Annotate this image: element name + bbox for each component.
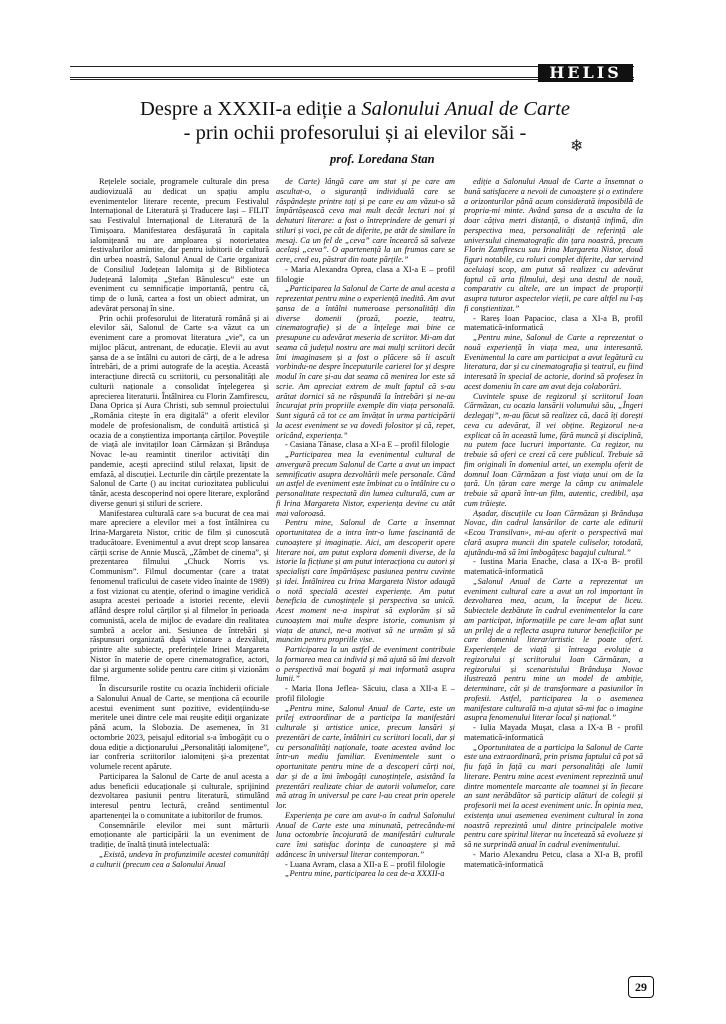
paragraph: Prin ochii profesorului de literatură română și ai elevilor săi, Salonul de Carte s-a văzut ca un eveniment care a promovat literatura „vie”, ca un mijloc plăcut, antrenant, de educație. Elevii au avut șansa de a se întâlni cu autori de cărți, de a le adresa întrebări, de a primi autografe de la aceștia. Această interacțiune directă cu scriitorii, cu personalități ale culturii naționale a consolidat înțelegerea și aprecierea literaturii. Întâlnirea cu Florin Zamfirescu, Dana Oprica și Aura Christi, sub semnul proiectului „România citește în era digitală” a oferit elevilor modele de profesionalism, de conduită artistică și ocazia de a conștientiza importanța cărților. Poveștile de viață ale invitaților Ioan Cărmăzan și Brândușa Novac le-au reamintit tinerilor activități din pandemie, acești apreciind stilul relaxat, lipsit de emfază, al discuției. Lecturile din cărțile prezentate la Salonul de Carte () au incitat curiozitatea publicului tânăr, acesta descoperind noi opere literare, explorând diverse genuri și stiluri de scriere. bbox=[90, 313, 269, 508]
paragraph: Participarea la Salonul de Carte de anul acesta a adus beneficii educaționale și culturale, sprijinind dezvoltarea pasiunii pentru literatură, stimulând interesul pentru lectură, creând sentimentul apartenenței la o comunitate a iubitorilor de frumos. bbox=[90, 771, 269, 820]
paragraph: de Carte) lângă care am stat și pe care am ascultat-o, o siguranță individuală care se răspândește printre toți și pe care eu am văzut-o să împărtășească ceva mai mult decât lecturi noi și dehuturi literare: a fost o întreprindere de genuri și stiluri și voci, pe cât de diferite, pe atât de similare în mesaj. Ca un fel de „ceva” care încearcă să salveze același „ceva”. O apartenență la un frumos care se cere, cred eu, păstrat din toate părțile.” bbox=[276, 177, 455, 264]
paragraph: „Oportunitatea de a participa la Salonul de Carte este una extraordinară, prin prisma faptului că pot să fiu față în față cu mari personalități ale lumii literare. Pentru mine acest eveniment reprezintă unul dintre momentele marcante ale toamnei și în fiecare an sunt nerăbdător să particip alături de colegii și profesorii mei la acest eveniment unic. În opinia mea, existența unui asemenea eveniment cultural în zona noastră reprezintă unul dintre principalele motive pentru care spiritul literar nu încetează să evolueze și să ne surprindă anual în cadrul evenimentului. bbox=[464, 742, 643, 849]
title-line1-b: Salonului Anual de Carte bbox=[361, 98, 570, 120]
page-number: 29 bbox=[628, 976, 654, 998]
student-signature: - Mario Alexandru Petcu, clasa a XI-a B, profil matematică-informatică bbox=[464, 849, 643, 869]
paragraph: „Participarea mea la evenimentul cultural de anvergură precum Salonul de Carte a avut un impact semnificativ asupra dezvoltării mele personale. Când un astfel de eveniment este îmbinat cu o întâlnire cu o personalitate respectată din lumea culturală, cum ar fi Irina Margareta Nistor, experiența devine cu atât mai valoroasă. bbox=[276, 450, 455, 518]
paragraph: „Pentru mine, participarea la cea de-a XXXII-a bbox=[285, 869, 445, 879]
paragraph: Consemnările elevilor mei sunt mărturii emoționante ale participării la un eveniment de tradiție, de înaltă ținută intelectuală: bbox=[90, 820, 269, 849]
paragraph: Experiența pe care am avut-o în cadrul Salonului Anual de Carte este una minunată, petrecându-mi luna octombrie încojurată de manifestări culturale care îmi satisfac dorința de cunoaștere și mă adâncesc în universul literar contemporan.” bbox=[276, 810, 455, 859]
paragraph: În discursurile rostite cu ocazia închiderii oficiale a Salonului Anual de Carte, se menționa că ecourile acestui eveniment sunt pozitive, evidențiindu-se meritele unei dintre cele mai reușite ediții organizate până acum, la Slobozia. De asemenea, în 31 octombrie 2023, peisajul editorial s-a îmbogățit cu o doua ediție a dicționarului „Personalități ialomițene”, iar confreria scriitorilor ialomițeni și-a prezentat volumele recent apărute. bbox=[90, 684, 269, 771]
text-column-2 bbox=[276, 177, 455, 967]
title-line1-a: Despre a XXXII-a ediție a bbox=[139, 98, 362, 120]
snowflake-ornament-icon: ❄ bbox=[570, 136, 584, 155]
paragraph: Așadar, discuțiile cu Ioan Cărmăzan și Brândușa Novac, din cadrul lansărilor de carte ale editurii «Ecou Transilvan», mi-au oferit o perspectivă mai clară asupra muncii din spatele culiselor, totodată, ajutându-mă să îmi îmbogățesc bagajul cultural.” bbox=[464, 508, 643, 557]
text-column-3 bbox=[464, 177, 643, 967]
paragraph: Rețelele sociale, programele culturale din presa audiovizuală au dedicat un spațiu amplu evenimentelor literare recente, precum Festivalul Internațional de Literatură și Traducere Iași – FILIT sau Festivalul Internațional de Literatură de la Timișoara. Manifestarea desfășurată în capitala ialomițeană nu are amploarea și notorietatea festivalurilor amintite, dar pentru iubitorii de cultură din urbea noastră, Salonul Anual de Carte organizat de Consiliul Județean Ialomița și de Biblioteca Județeană Ialomița „Ștefan Bănulescu” este un eveniment cu semnificație importantă, pentru că, timp de o lună, cartea a fost un obiect admirat, un adevărat personaj în sine. bbox=[90, 177, 269, 313]
student-signature: - Maria Alexandra Oprea, clasa a XI-a E – profil filologie bbox=[276, 264, 455, 284]
student-signature: - Casiana Tănase, clasa a XI-a E – profil filologie bbox=[285, 440, 450, 450]
student-signature: - Iustina Maria Enache, clasa a IX-a B- profil matematică-informatică bbox=[464, 557, 643, 576]
paragraph: Participarea la un astfel de eveniment contribuie la formarea mea ca individ și mă ajută să îmi dezvolt o perspectivă mai bogată și mai informată asupra lumii.” bbox=[276, 645, 455, 684]
paragraph: „Pentru mine, Salonul de Carte a reprezentat o nouă experiență în viața mea, una interesantă. Evenimentul la care am participat a avut legătură cu literatura, dar și cu cinematografia și teatrul, eu fiind interesată în special de actorie, dorind să profesez în acest domeniu în care am avut deja colaborări. bbox=[464, 333, 643, 391]
paragraph: ediție a Salonului Anual de Carte a însemnat o bună satisfacere a nevoii de cunoaștere și o extindere a orizonturilor până acum considerată imposibilă de propria-mi minte. Având șansa de a asculta de la doar câțiva metri distanță, o distanță infimă, din perspectiva mea, personalități de referință ale universului cinematografic din țara noastră, precum Florin Zamfirescu sau Irina Margareta Nistor, două figuri notabile, cu roluri complet diferite, dar servind aceluiași scop, am putut să realizez cu adevărat faptul că arta filmului, deși una destul de nouă, comparativ cu altele, are un impact de proporții asupra tuturor aspectelor vieții, pe care altfel nu l-aș fi conștientizat.” bbox=[464, 177, 643, 313]
student-signature: - Iulia Mayada Mușat, clasa a IX-a B - profil matematică-informatică bbox=[464, 723, 643, 742]
title-line2: - prin ochii profesorului și ai elevilor săi - bbox=[183, 122, 527, 144]
paragraph: „Salonul Anual de Carte a reprezentat un eveniment cultural care a avut un rol important în dezvoltarea mea, acum, la început de liceu. Subiectele dezbătute în cadrul evenimentelor la care am participat, informațiile pe care le-am aflat sunt un prilej de a reflecta asupra tuturor beneficiilor pe care domeniul literar/artistic le poate oferi. Experiențele de viață și întreaga evoluție a regizorului și scriitorului Ioan Cărmăzan, a regizorului și scenaristului Brândușa Novac ilustrează pentru mine un model de ambiție, determinare, cât și de transformare a pasiunilor în profesii. Astfel, participarea la o asemenea manifestare culturală m-a ajutat să-mi fac o imagine asupra fenomenului literar local și național.” bbox=[464, 576, 643, 723]
paragraph: „Pentru mine, Salonul Anual de Carte, este un prilej extraordinar de a participa la manifestări culturale și artistice unice, precum lansări și prezentări de carte, întâlniri cu scriitori locali, dar și cu personalități naționale, toate acestea având loc într-un mediu familiar. Evenimentele sunt o oportunitate pentru mine de a descoperi cărți noi, dar și de a îmi îmbogăți cunoștințele, asistând la prezentări realizate chiar de autorii volumelor, care mă atrag în universul pe care l-au creat prin operele lor. bbox=[276, 703, 455, 810]
magazine-logo: HELIS bbox=[538, 64, 633, 82]
paragraph: Manifestarea culturală care s-a bucurat de cea mai mare apreciere a elevilor mei a fost întâlnirea cu Irina-Margareta Nistor, critic de film și cunoscută traducătoare. Evenimentul a avut drept scop lansarea cărții scrise de Annie Muscă, „Zâmbet de cinema”, și prezentarea filmului „Chuck Norris vs. Communism”. Filmul documentar (care a tratat fenomenul traficului de casete video înainte de 1989) a fost vizionat cu atenție, oferind o imagine veridică asupra acestei perioade a istoriei recente, elevii aflând despre rolul cărților și al filmelor în perioada comunistă, acela de mijloc de evadare din realitatea sumbră a acelor ani. Sesiunea de întrebări și răspunsuri organizată după vizionare a dezvăluit, printre alte subiecte, preferințele Irinei Margareta Nistor în materie de opere cinematografice, actori, dar și argumente solide pentru care citim și vizionăm filme. bbox=[90, 508, 269, 684]
paragraph: „Participarea la Salonul de Carte de anul acesta a reprezentat pentru mine o experiență inedită. Am avut șansa de a întâlni numeroase personalități din diverse domenii (proză, poezie, teatru, cinematografie) și de a înțelege mai bine ce presupune cu adevărat meseria de scriitor. Mi-am dat seama că județul nostru are mai mulți scriitori decât îmi imaginasem și a fost o plăcere să îi ascult vorbindu-ne despre începuturile carierei lor și despre modul în care și-au dat seama că menirea lor este să scrie. Am apreciat extrem de mult faptul că s-au arătat dornici să ne răspundă la întrebări și ne-au încurajat prin propriile exemple din viața personală. Sunt sigură că tot ce am învățat în urma participării la acest eveniment se va dovedi folositor și că, repet, oricând, experiența.” bbox=[276, 284, 455, 440]
article-author: prof. Loredana Stan bbox=[330, 152, 435, 166]
article-title bbox=[70, 97, 640, 145]
student-signature: - Rareș Ioan Papacioc, clasa a XI-a B, profil matematică-informatică bbox=[464, 313, 643, 333]
student-signature: - Maria Ilona Jeflea- Săcuiu, clasa a XII-a E – profil filologie bbox=[276, 684, 455, 703]
student-signature: - Luana Avram, clasa a XII-a E – profil filologie bbox=[285, 859, 446, 869]
paragraph: Cuvintele spuse de regizorul și scriitorul Ioan Cărmăzan, cu ocazia lansării volumului său, „Îngeri dezlegați”, m-au făcut să realizez că, dacă îți dorești ceva cu adevărat, îl vei obține. Regizorul ne-a explicat că în această lume, fără muncă și disciplină, nu putem face lucruri importante. Ca regizor, nu trebuie să oferi ce crezi că cere publicul. Trebuie să fim originali în domeniul artei, un exemplu oferit de domnul Ioan Cărmăzan a fost viața unui om de la țară. Un țăran care merge la câmp cu animalele trebuie să apară într-un film, autentic, credibil, așa cum trăiește. bbox=[464, 391, 643, 508]
text-column-1 bbox=[90, 177, 269, 967]
paragraph: Pentru mine, Salonul de Carte a însemnat oportunitatea de a intra într-o lume fascinantă de cunoaștere și imaginație. Aici, am descoperit opere literare noi, am putut explora domenii diverse, de la istorie la ficțiune și am putut interacționa cu autori și specialiști care împărtășesc pasiunea pentru cuvinte și idei. Întâlnirea cu Irina Margareta Nistor adaugă o notă specială acestei experiențe. Am putut beneficia de cunoștințele și perspectiva sa unică. Acest moment ne-a inspirat să explorăm și să cunoaștem mai multe despre istorie, comunism și viața de atunci, ne-a motivat să ne urmăm și să muncim pentru propriile vise. bbox=[276, 518, 455, 645]
paragraph: „Există, undeva în profunzimile acestei comunități a culturii (precum cea a Salonului Anual bbox=[90, 849, 269, 869]
